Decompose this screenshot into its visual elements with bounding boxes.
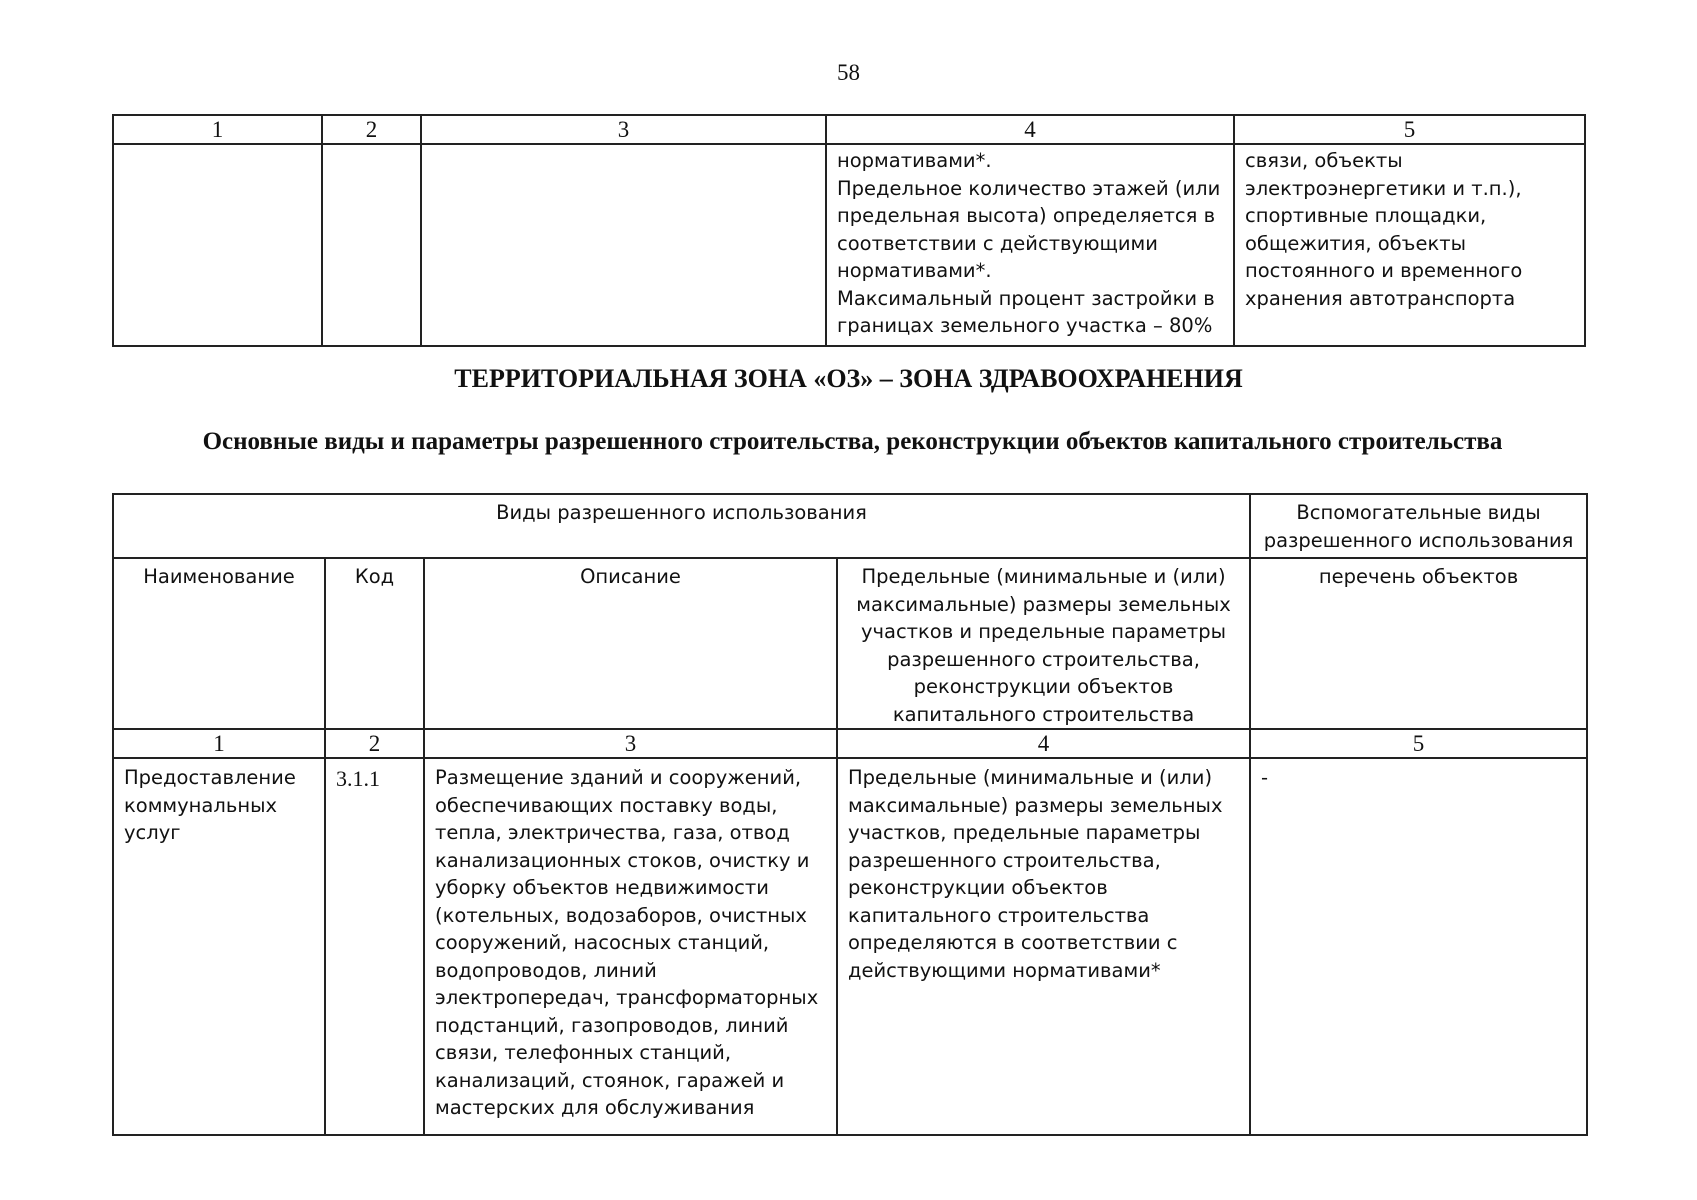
header-description: Описание (424, 558, 837, 729)
aux-header: Вспомогательные виды разрешенного использования (1250, 494, 1587, 558)
column-number-row (113, 729, 1587, 758)
column-number: 3 (424, 729, 837, 758)
column-number: 5 (1250, 729, 1587, 758)
cell-col2 (322, 144, 421, 346)
group-header-row (113, 494, 1587, 558)
cell-limits: Предельные (минимальные и (или) максимальные) размеры земельных участков, предельные параметры разрешенного строительства, реконструкции объектов капитального строительства определяются в соответствии с действующими нормативами* (837, 758, 1250, 1135)
cell-code: 3.1.1 (325, 758, 424, 1135)
continuation-table (112, 114, 1586, 347)
column-number: 5 (1234, 115, 1585, 144)
group-header: Виды разрешенного использования (113, 494, 1250, 558)
column-number-row (113, 115, 1585, 144)
permitted-use-table (112, 493, 1588, 1136)
cell-description: Размещение зданий и сооружений, обеспечивающих поставку воды, тепла, электричества, газа, отвод канализационных стоков, очистку и уборку объектов недвижимости (котельных, водозаборов, очистных сооружений, насосных станций, водопроводов, линий электропередач, трансформаторных подстанций, газопроводов, линий связи, телефонных станций, канализаций, стоянок, гаражей и мастерских для обслуживания (424, 758, 837, 1135)
column-number: 1 (113, 115, 322, 144)
cell-col1 (113, 144, 322, 346)
header-name: Наименование (113, 558, 325, 729)
cell-objects-continued: связи, объекты электроэнергетики и т.п.), спортивные площадки, общежития, объекты постоянного и временного хранения автотранспорта (1234, 144, 1585, 346)
header-limits: Предельные (минимальные и (или) максимальные) размеры земельных участков и предельные параметры разрешенного строительства, реконструкции объектов капитального строительства (837, 558, 1250, 729)
column-number: 2 (325, 729, 424, 758)
column-number: 3 (421, 115, 826, 144)
column-number: 2 (322, 115, 421, 144)
table-row (113, 144, 1585, 346)
zone-title: ТЕРРИТОРИАЛЬНАЯ ЗОНА «ОЗ» – ЗОНА ЗДРАВООХРАНЕНИЯ (454, 364, 1243, 393)
column-number: 4 (826, 115, 1234, 144)
cell-col3 (421, 144, 826, 346)
table-row (113, 758, 1587, 1135)
column-number: 4 (837, 729, 1250, 758)
header-code: Код (325, 558, 424, 729)
section-title: Основные виды и параметры разрешенного строительства, реконструкции объектов капитального строительства (202, 428, 1503, 455)
cell-name: Предоставление коммунальных услуг (113, 758, 325, 1135)
page-number: 58 (837, 60, 860, 85)
header-objects: перечень объектов (1250, 558, 1587, 729)
cell-limits-continued: нормативами*. Предельное количество этажей (или предельная высота) определяется в соответствии с действующими нормативами*. Максимальный процент застройки в границах земельного участка – 80% (826, 144, 1234, 346)
column-header-row (113, 558, 1587, 729)
column-number: 1 (113, 729, 325, 758)
cell-objects: - (1250, 758, 1587, 1135)
